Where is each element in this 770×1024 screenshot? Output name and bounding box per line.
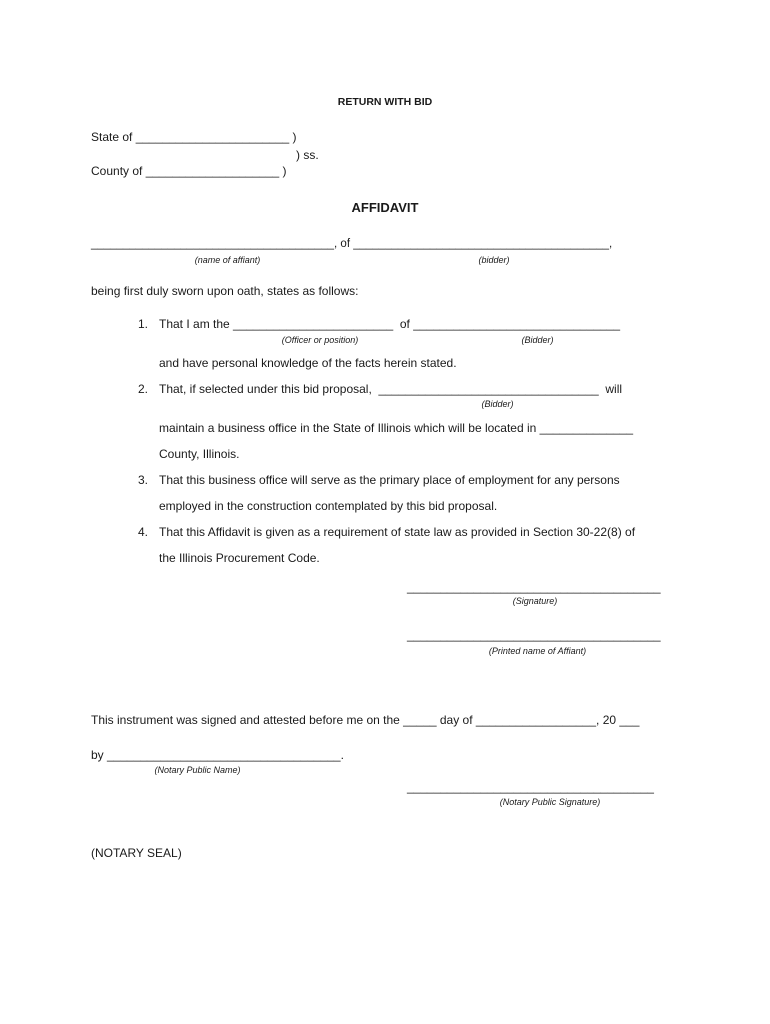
name-of-affiant-caption: (name of affiant): [194, 255, 261, 265]
officer-position-caption: (Officer or position): [281, 335, 359, 345]
signature-caption: (Signature): [512, 596, 558, 606]
bidder-caption: (bidder): [478, 255, 510, 265]
item-1-continuation: and have personal knowledge of the facts herein stated.: [159, 356, 457, 370]
item-1-line: That I am the ________________________ of _______________________________: [159, 317, 621, 331]
affiant-line: ______________________________________, of ________________________________________,: [91, 238, 613, 250]
item-2-bidder-caption: (Bidder): [481, 399, 514, 409]
notary-name-line: by ___________________________________.: [91, 748, 344, 762]
printed-name-line: ______________________________________: [407, 628, 661, 642]
item-2-continuation: maintain a business office in the State of Illinois which will be located in ______________: [159, 421, 634, 435]
item-number: 1.: [137, 317, 148, 331]
item-number: 4.: [137, 525, 148, 539]
item-2-line: That, if selected under this bid proposal, _________________________________ will: [159, 382, 623, 396]
item-2-county: County, Illinois.: [159, 447, 240, 461]
ss-line: ) ss.: [296, 148, 319, 162]
item-4-line: That this Affidavit is given as a requirement of state law as provided in Section 30-22(8) of: [159, 525, 636, 539]
county-line: County of ____________________ ): [91, 164, 287, 178]
intro-text: being first duly sworn upon oath, states as follows:: [91, 284, 359, 298]
notary-name-caption: (Notary Public Name): [154, 765, 241, 775]
signature-line: ______________________________________: [407, 580, 661, 594]
notary-signature-caption: (Notary Public Signature): [499, 797, 601, 807]
attestation-text: This instrument was signed and attested before me on the _____ day of __________________, 20 ___: [91, 713, 640, 727]
affidavit-title: AFFIDAVIT: [351, 200, 419, 215]
return-with-bid-heading: RETURN WITH BID: [337, 96, 433, 108]
item-4-continuation: the Illinois Procurement Code.: [159, 551, 320, 565]
item-3-continuation: employed in the construction contemplated by this bid proposal.: [159, 499, 498, 513]
state-line: State of _______________________ ): [91, 130, 297, 144]
item-3-line: That this business office will serve as the primary place of employment for any persons: [159, 473, 620, 487]
item-number: 2.: [137, 382, 148, 396]
notary-signature-line: _____________________________________: [407, 780, 654, 794]
item-number: 3.: [137, 473, 148, 487]
item-1-bidder-caption: (Bidder): [521, 335, 554, 345]
printed-name-caption: (Printed name of Affiant): [488, 646, 587, 656]
notary-seal-label: (NOTARY SEAL): [91, 846, 182, 860]
